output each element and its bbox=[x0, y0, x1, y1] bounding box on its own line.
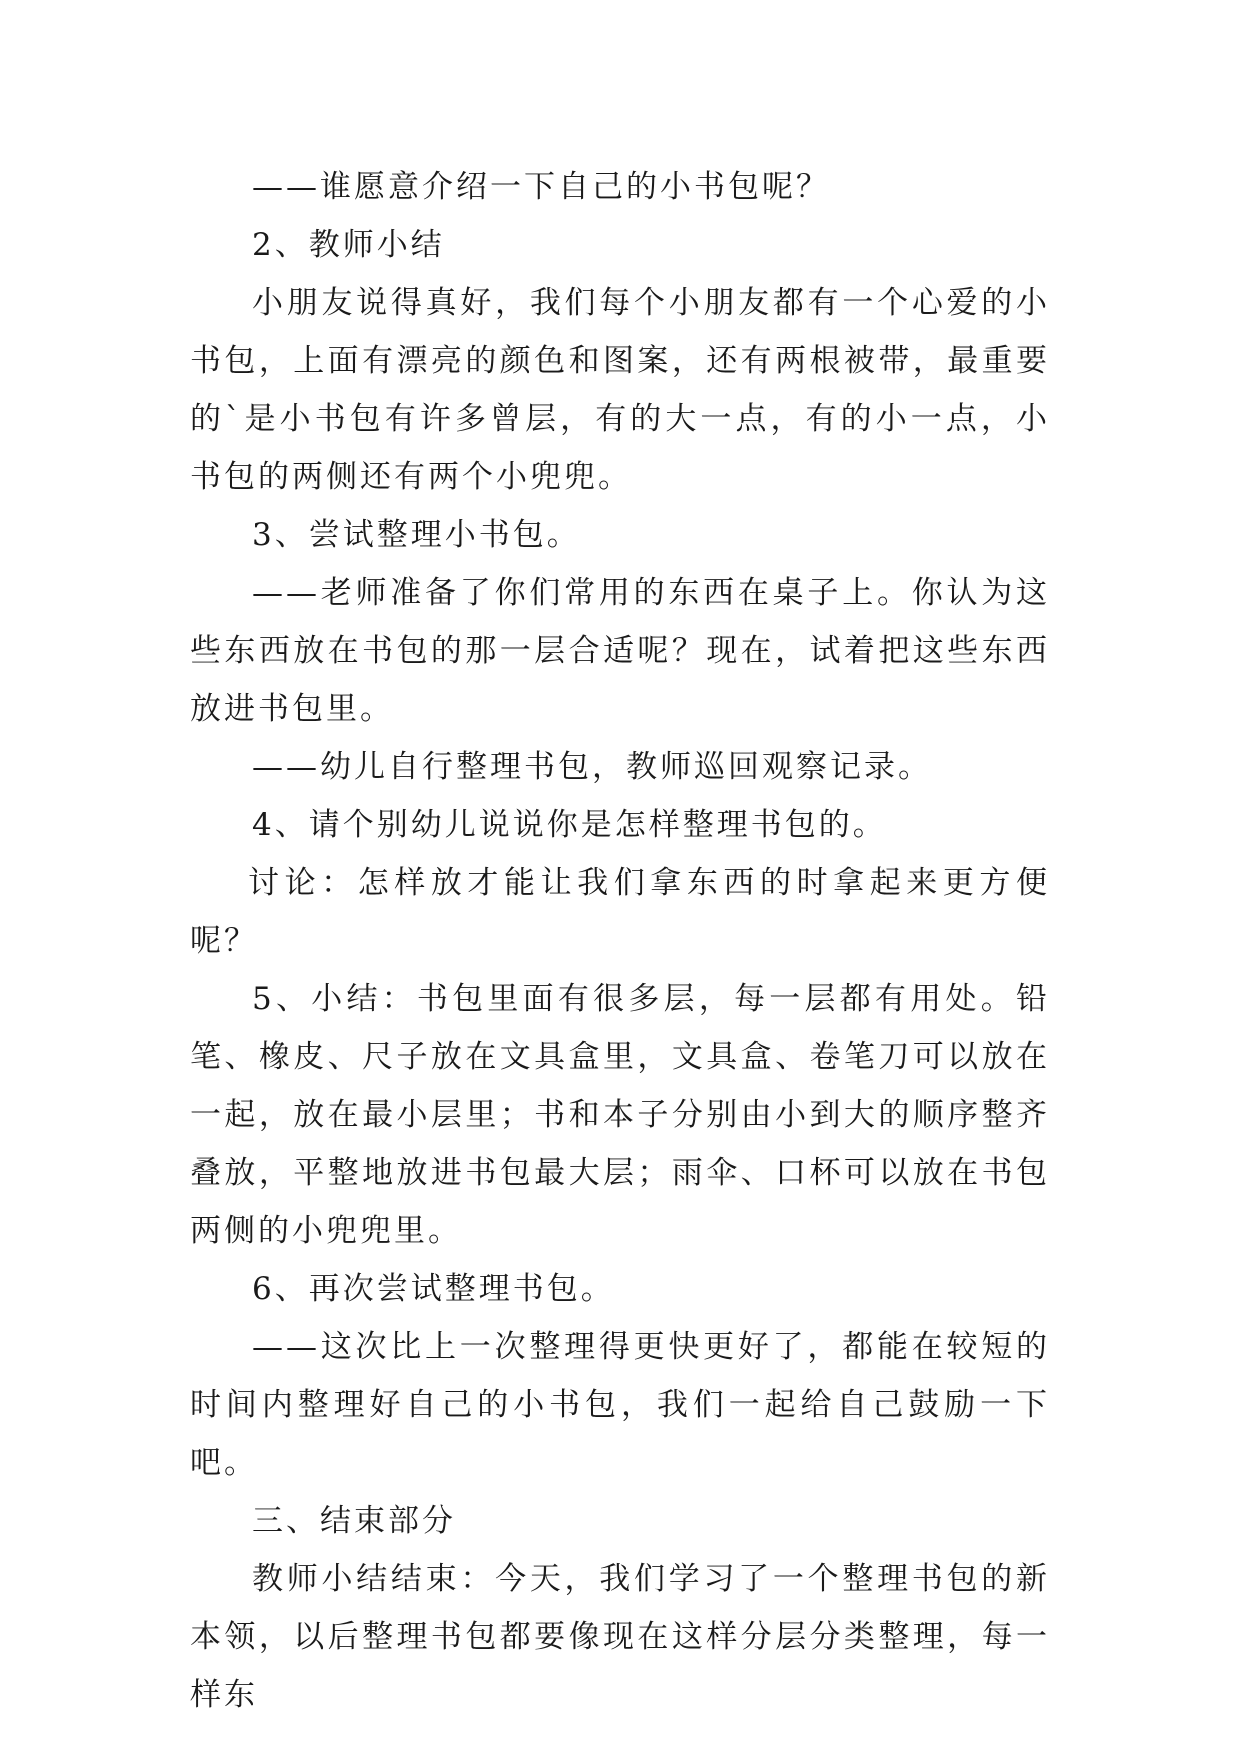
paragraph-teacher-summary: 小朋友说得真好，我们每个小朋友都有一个心爱的小书包，上面有漂亮的颜色和图案，还有两根被带，最重要的`是小书包有许多曾层，有的大一点，有的小一点，小书包的两侧还有两个小兜兜。 bbox=[190, 285, 1050, 495]
paragraph-intro-question: ——谁愿意介绍一下自己的小书包呢？ bbox=[252, 169, 830, 205]
paragraph-step-2-heading: 2、教师小结 bbox=[252, 227, 445, 263]
paragraph-closing-summary: 教师小结结束：今天，我们学习了一个整理书包的新本领，以后整理书包都要像现在这样分层分类整理，每一样东 bbox=[190, 1561, 1050, 1713]
paragraph-encouragement: ——这次比上一次整理得更快更好了，都能在较短的时间内整理好自己的小书包，我们一起给自己鼓励一下吧。 bbox=[190, 1329, 1050, 1481]
paragraph-step-5-summary: 5、小结：书包里面有很多层，每一层都有用处。铅笔、橡皮、尺子放在文具盒里，文具盒、卷笔刀可以放在一起，放在最小层里；书和本子分别由小到大的顺序整齐叠放，平整地放进书包最大层；雨伞、口杯可以放在书包两侧的小兜兜里。 bbox=[190, 981, 1050, 1249]
document-body bbox=[190, 158, 1050, 1724]
paragraph-step-4-heading: 4、请个别幼儿说说你是怎样整理书包的。 bbox=[252, 807, 887, 843]
paragraph-teacher-prepared: ——老师准备了你们常用的东西在桌子上。你认为这些东西放在书包的那一层合适呢？现在，试着把这些东西放进书包里。 bbox=[190, 575, 1050, 727]
paragraph-step-3-heading: 3、尝试整理小书包。 bbox=[252, 517, 581, 553]
paragraph-section-3-heading: 三、结束部分 bbox=[252, 1503, 456, 1539]
paragraph-children-organize: ——幼儿自行整理书包，教师巡回观察记录。 bbox=[252, 749, 932, 785]
paragraph-discussion: 讨论：怎样放才能让我们拿东西的时拿起来更方便呢？ bbox=[190, 865, 1050, 959]
paragraph-step-6-heading: 6、再次尝试整理书包。 bbox=[252, 1271, 615, 1307]
